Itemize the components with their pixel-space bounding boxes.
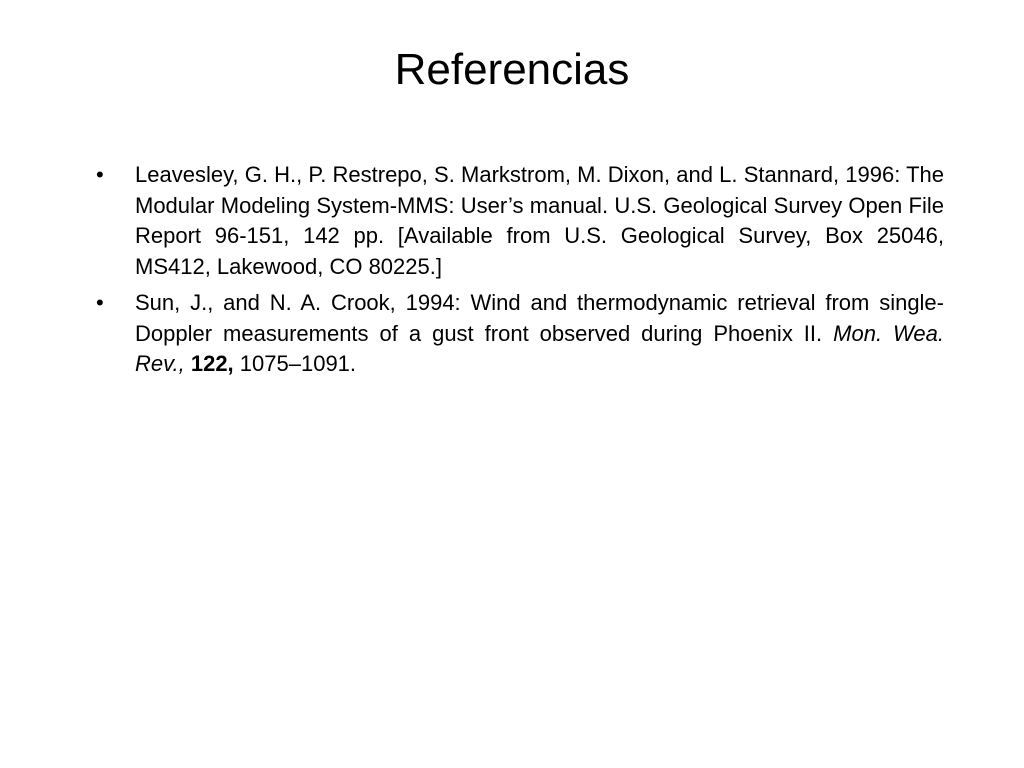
reference-text: Leavesley, G. H., P. Restrepo, S. Markstrom, M. Dixon, and L. Stannard, 1996: The Modular Modeling System-MMS: User’s manual. U.S. Geological Survey Open File Report 96-151, 142 pp. [Available from U.S. Geological Survey, Box 25046, MS412, Lakewood, CO 80225.]: [135, 162, 944, 279]
reference-list: [96, 160, 944, 386]
bullet-icon: •: [96, 290, 104, 315]
reference-text: [135, 288, 944, 380]
journal-pages: 1075–1091.: [239, 351, 357, 376]
bullet-icon: •: [96, 162, 104, 187]
slide-title: Referencias: [394, 45, 630, 94]
journal-name: Mon. Wea. Rev.,: [135, 320, 944, 376]
journal-volume: 122,: [190, 351, 234, 376]
reference-item-sun: [96, 288, 944, 380]
reference-body: Sun, J., and N. A. Crook, 1994: Wind and thermodynamic retrieval from single-Doppler measurements of a gust front observed during Phoenix II.: [135, 290, 944, 346]
reference-item-leavesley: [96, 160, 944, 282]
